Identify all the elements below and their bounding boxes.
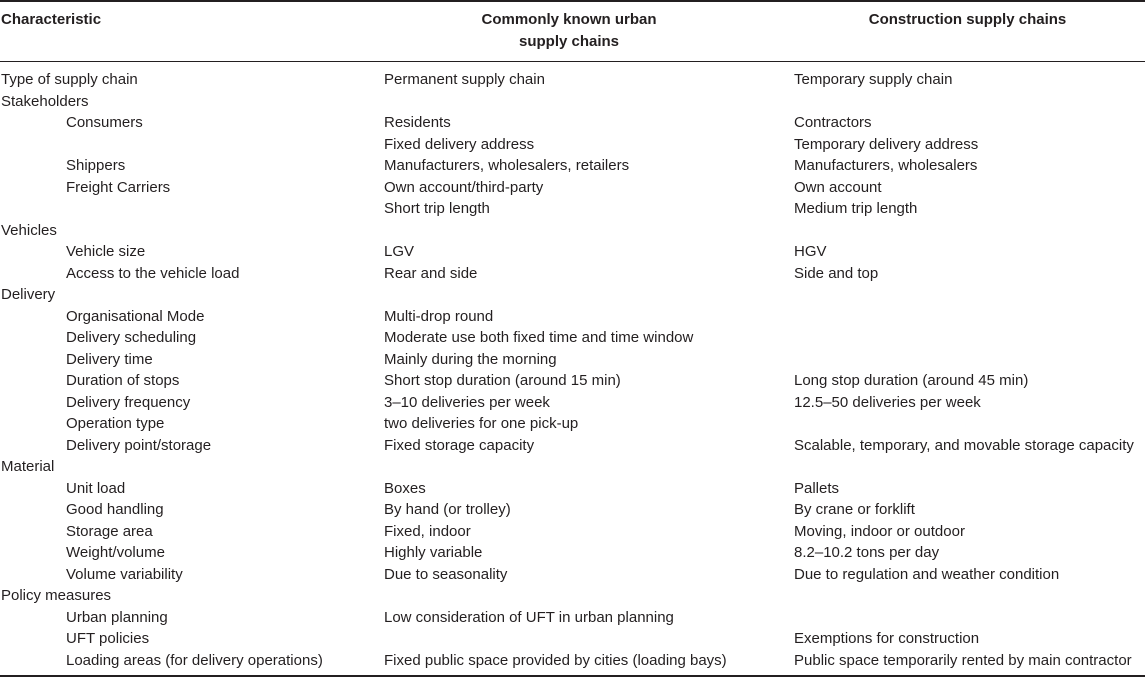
- urban-cell: Mainly during the morning: [384, 350, 557, 368]
- table-row: [0, 112, 1145, 134]
- table-row: [0, 392, 1145, 414]
- urban-cell: 3–10 deliveries per week: [384, 393, 550, 411]
- characteristic-sub-cell: Vehicle size: [66, 243, 146, 260]
- table-row: [0, 607, 1145, 629]
- table-header: [0, 0, 1145, 61]
- characteristic-sub-cell: Storage area: [66, 522, 153, 540]
- table-row: [0, 327, 1145, 349]
- table-row: [0, 306, 1145, 328]
- urban-cell: Multi-drop round: [384, 307, 494, 325]
- urban-cell: two deliveries for one pick-up: [384, 415, 579, 432]
- urban-cell: Fixed storage capacity: [384, 436, 535, 454]
- urban-cell: Residents: [384, 114, 451, 131]
- characteristic-sub-cell: Good handling: [66, 501, 164, 518]
- urban-cell: Short stop duration (around 15 min): [384, 372, 621, 389]
- table-row: [0, 499, 1145, 521]
- table-row: [0, 198, 1145, 220]
- table-row: [0, 91, 1145, 113]
- construction-cell: Exemptions for construction: [794, 630, 980, 647]
- construction-cell: Scalable, temporary, and movable storage capacity: [794, 436, 1134, 454]
- characteristic-sub-cell: Delivery time: [66, 350, 153, 368]
- characteristic-sub-cell: Delivery scheduling: [66, 329, 197, 346]
- header-characteristic: Characteristic: [1, 11, 102, 28]
- characteristic-sub-cell: Urban planning: [66, 608, 168, 626]
- characteristic-group-cell: Type of supply chain: [1, 71, 138, 88]
- characteristic-sub-cell: Shippers: [66, 157, 126, 174]
- table-row: [0, 650, 1145, 672]
- construction-cell: 8.2–10.2 tons per day: [794, 544, 940, 561]
- table-row: [0, 241, 1145, 263]
- header-urban: [384, 9, 754, 53]
- characteristic-sub-cell: Freight Carriers: [66, 178, 171, 196]
- urban-cell: By hand (or trolley): [384, 501, 511, 518]
- characteristic-sub-cell: UFT policies: [66, 630, 150, 647]
- urban-cell: Rear and side: [384, 264, 478, 282]
- header-urban-line-1: Commonly known urban: [481, 11, 657, 28]
- table-row: [0, 69, 1145, 91]
- construction-cell: Due to regulation and weather condition: [794, 565, 1060, 583]
- construction-cell: Temporary delivery address: [794, 135, 979, 153]
- characteristic-sub-cell: Organisational Mode: [66, 307, 205, 325]
- table-row: [0, 177, 1145, 199]
- construction-cell: Own account: [794, 178, 882, 196]
- characteristic-sub-cell: Duration of stops: [66, 372, 180, 389]
- construction-cell: Moving, indoor or outdoor: [794, 522, 965, 540]
- table-row: [0, 413, 1145, 435]
- characteristic-sub-cell: Access to the vehicle load: [66, 264, 240, 282]
- construction-cell: Long stop duration (around 45 min): [794, 372, 1029, 389]
- table-row: [0, 284, 1145, 306]
- construction-cell: HGV: [794, 243, 827, 260]
- table-row: [0, 585, 1145, 607]
- characteristic-sub-cell: Loading areas (for delivery operations): [66, 651, 323, 669]
- header-urban-line-2: supply chains: [518, 33, 620, 50]
- urban-cell: Fixed public space provided by cities (loading bays): [384, 651, 727, 669]
- characteristic-group-cell: Vehicles: [1, 221, 57, 239]
- urban-cell: Fixed, indoor: [384, 522, 471, 540]
- characteristic-sub-cell: Delivery frequency: [66, 393, 191, 411]
- characteristic-group-cell: Stakeholders: [1, 92, 89, 110]
- table-row: [0, 134, 1145, 156]
- table-row: [0, 370, 1145, 392]
- characteristic-group-cell: Policy measures: [1, 587, 112, 604]
- construction-cell: Public space temporarily rented by main contractor: [794, 651, 1132, 669]
- urban-cell: Low consideration of UFT in urban planning: [384, 608, 674, 626]
- table-row: [0, 220, 1145, 242]
- construction-cell: Manufacturers, wholesalers: [794, 157, 978, 174]
- characteristic-sub-cell: Operation type: [66, 415, 165, 432]
- table-body: [0, 69, 1145, 671]
- urban-cell: LGV: [384, 243, 415, 260]
- header-rule: [0, 61, 1145, 62]
- urban-cell: Boxes: [384, 479, 426, 497]
- table-row: [0, 628, 1145, 650]
- bottom-rule: [0, 675, 1145, 677]
- characteristic-group-cell: Material: [1, 458, 55, 475]
- urban-cell: Short trip length: [384, 200, 490, 217]
- table-row: [0, 456, 1145, 478]
- table-row: [0, 349, 1145, 371]
- header-construction: Construction supply chains: [868, 11, 1067, 28]
- urban-cell: Due to seasonality: [384, 565, 508, 583]
- table-row: [0, 155, 1145, 177]
- construction-cell: Pallets: [794, 479, 840, 497]
- table-row: [0, 521, 1145, 543]
- characteristic-sub-cell: Volume variability: [66, 565, 183, 583]
- urban-cell: Manufacturers, wholesalers, retailers: [384, 157, 630, 174]
- construction-cell: 12.5–50 deliveries per week: [794, 393, 981, 411]
- construction-cell: Medium trip length: [794, 200, 918, 217]
- construction-cell: Contractors: [794, 114, 872, 131]
- table-row: [0, 542, 1145, 564]
- characteristic-sub-cell: Consumers: [66, 114, 143, 131]
- table-row: [0, 478, 1145, 500]
- characteristic-group-cell: Delivery: [1, 286, 56, 303]
- urban-cell: Permanent supply chain: [384, 71, 545, 88]
- construction-cell: Side and top: [794, 264, 879, 282]
- table-row: [0, 564, 1145, 586]
- urban-cell: Moderate use both fixed time and time window: [384, 329, 694, 346]
- urban-cell: Highly variable: [384, 544, 483, 561]
- urban-cell: Fixed delivery address: [384, 135, 535, 153]
- characteristic-sub-cell: Unit load: [66, 479, 126, 497]
- characteristic-sub-cell: Weight/volume: [66, 544, 165, 561]
- urban-cell: Own account/third-party: [384, 178, 544, 196]
- construction-cell: By crane or forklift: [794, 501, 915, 518]
- table-row: [0, 263, 1145, 285]
- construction-cell: Temporary supply chain: [794, 71, 953, 88]
- characteristic-sub-cell: Delivery point/storage: [66, 436, 212, 454]
- table-row: [0, 435, 1145, 457]
